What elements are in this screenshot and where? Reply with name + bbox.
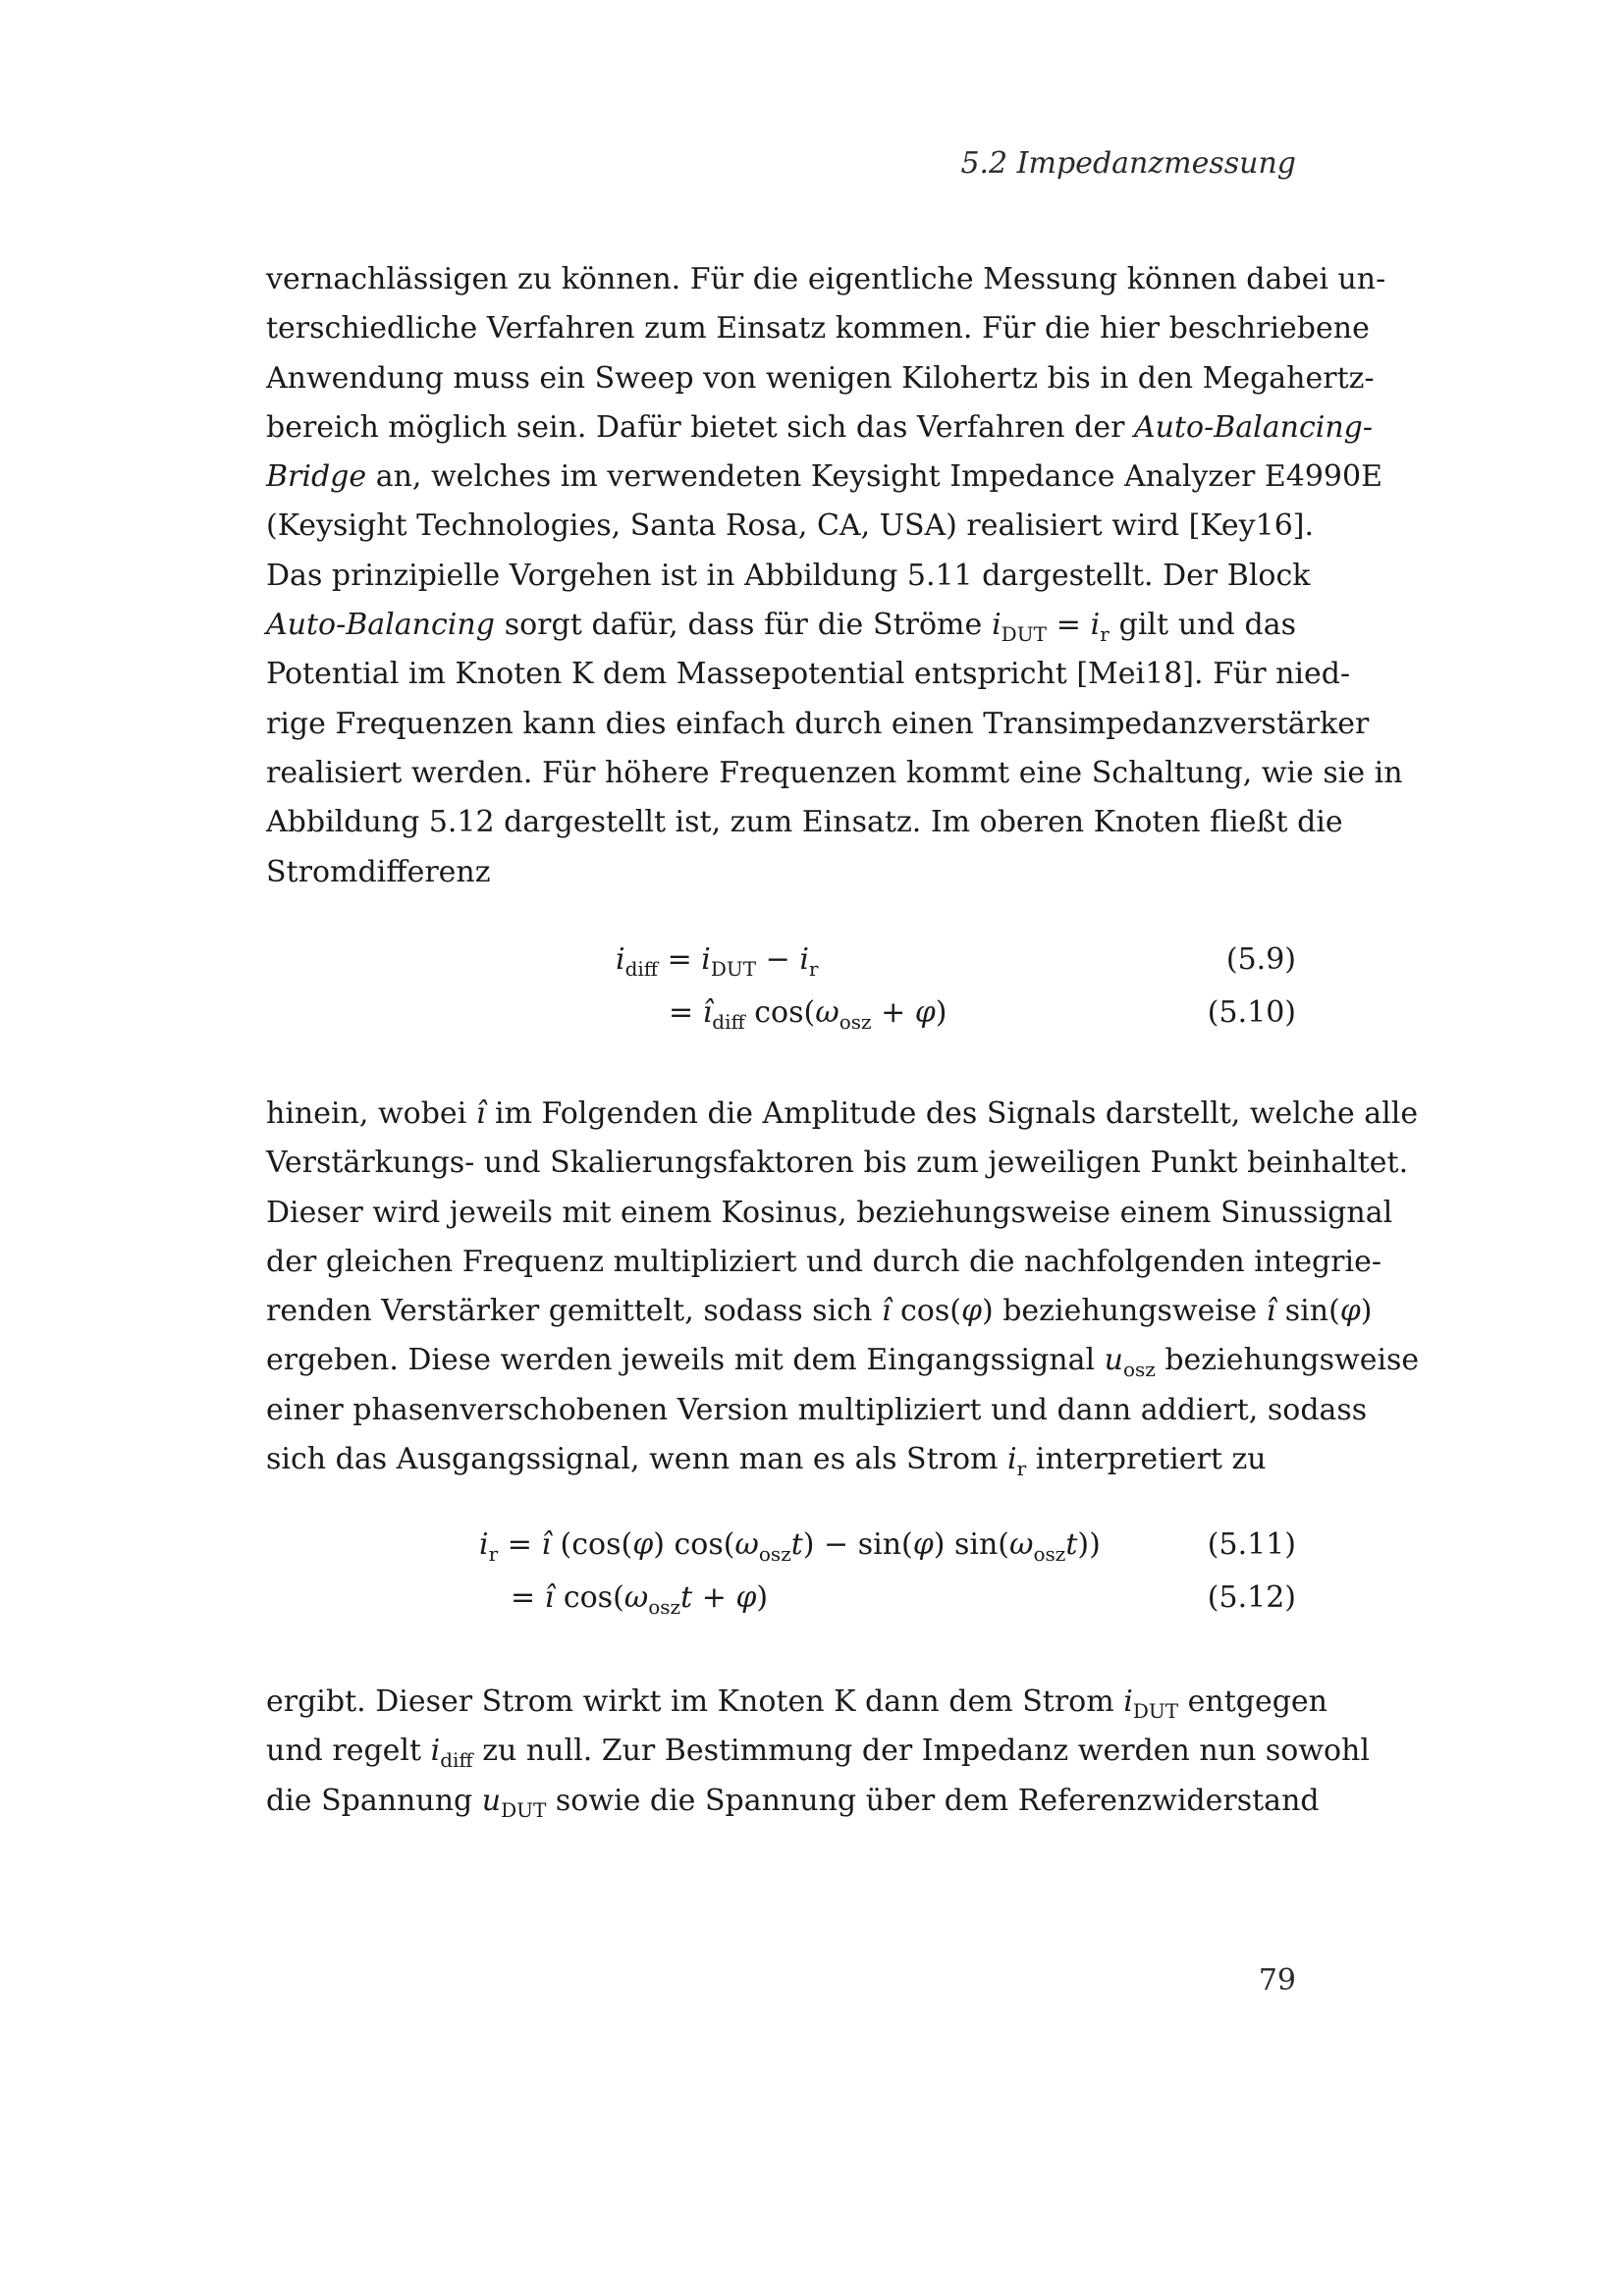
inline-math: î sin(φ) [1266,1294,1373,1329]
text-line: Das prinzipielle Vorgehen ist in Abbildung 5.11 dargestellt. Der Block [266,558,1311,593]
equation-5-11 [266,1527,1296,1567]
text-line: der gleichen Frequenz multipliziert und durch die nachfolgenden integrie- [266,1244,1382,1279]
equation-body: $i_{diff} = i_{DUT} - i_r$ [616,942,819,981]
equation-body: = $î_{diff}$ $\cos(\omega_{osz} + \varphi)$ [669,995,947,1034]
text-line: hinein, wobei î im Folgenden die Amplitude des Signals darstellt, welche alle [266,1096,1419,1131]
paragraph-1 [266,255,1403,897]
text-line: Stromdifferenz [266,854,491,889]
equation-number: (5.10) [1207,995,1296,1030]
inline-math: $u_{DUT}$ [481,1783,547,1822]
text-line: Dieser wird jeweils mit einem Kosinus, beziehungsweise einem Sinussignal [266,1195,1393,1230]
inline-math: î cos(φ) [881,1294,994,1329]
text-line: die Spannung $u_{DUT}$ sowie die Spannung über dem Referenzwiderstand [266,1783,1320,1822]
running-header: 5.2 Impedanzmessung [960,146,1296,181]
text-line: Anwendung muss ein Sweep von wenigen Kilohertz bis in den Megahertz- [266,360,1375,396]
equation-body: $i_r$ = î (cos(φ) $\cos(\omega_{osz}t) - \sin(\varphi)$ $\sin(\omega_{osz}t)$) [479,1527,1101,1566]
equation-5-12 [266,1580,1296,1620]
inline-math: $i_{diff}$ [430,1734,473,1773]
paragraph-2 [266,1090,1420,1484]
inline-math: î [475,1096,486,1131]
text-line: bereich möglich sein. Dafür bietet sich das Verfahren der Auto-Balancing- [266,409,1374,445]
text-line: renden Verstärker gemittelt, sodass sich î cos(φ) beziehungsweise î sin(φ) [266,1294,1373,1329]
equation-number: (5.12) [1207,1580,1296,1615]
equation-5-10 [266,995,1296,1035]
page-number: 79 [1258,1963,1296,1998]
text-line: Potential im Knoten K dem Massepotential entspricht [Mei18]. Für nied- [266,657,1351,692]
text-line: und regelt $i_{diff}$ zu null. Zur Bestimmung der Impedanz werden nun sowohl [266,1734,1370,1773]
text-line: realisiert werden. Für höhere Frequenzen kommt eine Schaltung, wie sie in [266,755,1403,790]
text-line: Verstärkungs- und Skalierungsfaktoren bis zum jeweiligen Punkt beinhaltet. [266,1146,1409,1181]
text-line: rige Frequenzen kann dies einfach durch einen Transimpedanzverstärker [266,706,1370,741]
text-line: terschiedliche Verfahren zum Einsatz kommen. Für die hier beschriebene [266,311,1370,347]
inline-math: $i_{DUT}$ [1123,1684,1179,1723]
emphasis-term: Auto-Balancing [266,608,495,643]
inline-math: $i_{DUT} = i_r$ [992,608,1110,647]
text-line: Bridge an, welches im verwendeten Keysight Impedance Analyzer E4990E [266,459,1382,495]
equation-number: (5.11) [1207,1527,1296,1562]
paragraph-3 [266,1678,1370,1826]
equation-number: (5.9) [1225,942,1296,977]
text-line: Auto-Balancing sorgt dafür, dass für die Ströme $i_{DUT} = i_r$ gilt und das [266,608,1297,647]
text-line: (Keysight Technologies, Santa Rosa, CA, USA) realisiert wird [Key16]. [266,508,1315,544]
emphasis-term: Auto-Balancing- [1133,409,1374,445]
equation-5-9 [266,942,1296,982]
inline-math: $i_r$ [1007,1442,1027,1481]
text-line: ergibt. Dieser Strom wirkt im Knoten K dann dem Strom $i_{DUT}$ entgegen [266,1684,1327,1723]
text-line: Abbildung 5.12 dargestellt ist, zum Einsatz. Im oberen Knoten fließt die [266,805,1343,840]
inline-math: $u_{osz}$ [1104,1343,1156,1382]
text-line: einer phasenverschobenen Version multipliziert und dann addiert, sodass [266,1392,1368,1427]
text-line: vernachlässigen zu können. Für die eigentliche Messung können dabei un- [266,262,1386,296]
text-line: sich das Ausgangssignal, wenn man es als Strom $i_r$ interpretiert zu [266,1442,1267,1481]
equation-body: = î $\cos(\omega_{osz}t + \varphi)$ [511,1580,769,1619]
text-line: ergeben. Diese werden jeweils mit dem Eingangssignal $u_{osz}$ beziehungsweise [266,1343,1420,1382]
emphasis-term: Bridge [266,459,367,495]
